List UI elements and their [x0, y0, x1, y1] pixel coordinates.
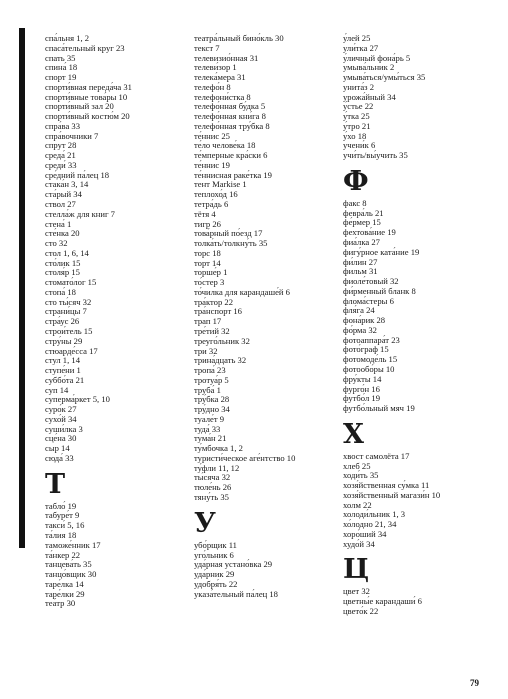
index-entry: учи́ть/вы́учить 35	[343, 150, 408, 161]
index-entry: урожа́йный 34	[343, 91, 396, 102]
index-entry: стелла́ж для книг 7	[45, 208, 115, 219]
index-entry: хозя́йственная су́мка 11	[343, 480, 430, 491]
index-entry: фурго́н 16	[343, 383, 380, 394]
index-entry: холоди́льник 1, 3	[343, 509, 406, 520]
index-entry: спорти́вная переда́ча 31	[45, 81, 132, 92]
index-entry: хо́лодно 21, 34	[343, 519, 397, 530]
index-entry: торс 18	[194, 247, 221, 258]
index-entry: тре́тий 32	[194, 325, 230, 336]
index-entry: стена́ 1	[45, 218, 72, 229]
index-entry: указа́тельный па́лец 18	[194, 588, 278, 599]
index-entry: фото́граф 15	[343, 344, 389, 355]
index-entry: страни́цы 7	[45, 306, 87, 317]
index-entry: стопа́ 18	[45, 286, 76, 297]
index-entry: спаса́тельный круг 23	[45, 42, 125, 53]
index-entry: унита́з 2	[343, 81, 375, 92]
index-entry: трап 17	[194, 316, 222, 327]
index-entry: столя́р 15	[45, 267, 80, 278]
index-entry: среди́ 33	[45, 159, 77, 170]
index-entry: тума́н 21	[194, 433, 227, 444]
index-entry: таре́лки 29	[45, 588, 85, 599]
index-entry: хлеб 25	[343, 460, 371, 471]
index-entry: текст 7	[194, 42, 220, 53]
index-entry: то́чилка для карандаше́й 6	[194, 286, 290, 297]
index-entry: фотоаппара́т 23	[343, 334, 400, 345]
index-entry: уда́рник 29	[194, 569, 235, 580]
letter-heading: Ф	[343, 165, 369, 197]
index-entry: фе́рмер 15	[343, 217, 381, 228]
index-entry: учени́к 6	[343, 140, 376, 151]
index-entry: то́стер 3	[194, 277, 225, 288]
index-entry: умыва́льник 2	[343, 62, 395, 73]
index-entry: тра́нспорт 16	[194, 306, 242, 317]
index-entry: таможе́нник 17	[45, 539, 101, 550]
index-entry: у́хо 18	[343, 130, 367, 141]
index-entry: туда́ 33	[194, 423, 221, 434]
index-entry: уда́рная устано́вка 29	[194, 559, 273, 570]
index-entry: фи́лин 27	[343, 256, 378, 267]
index-entry: тюле́нь 26	[194, 482, 232, 493]
index-entry: три 32	[194, 345, 218, 356]
index-entry: хоро́ший 34	[343, 528, 387, 539]
index-entry: строи́тель 15	[45, 325, 93, 336]
index-entry: у́лей 25	[343, 33, 371, 43]
index-entry: тётя 4	[194, 208, 216, 219]
index-entry: табуре́т 9	[45, 510, 80, 521]
index-entry: фильм 31	[343, 266, 378, 277]
index-entry: спать 35	[45, 52, 76, 63]
letter-heading: Ц	[343, 554, 370, 586]
index-entry: сце́на 30	[45, 433, 77, 444]
index-entry: ту́фли 11, 12	[194, 462, 240, 473]
index-entry: фиоле́товый 32	[343, 276, 399, 287]
index-entry: таре́лка 14	[45, 578, 84, 589]
index-entry: тропа́ 23	[194, 365, 226, 376]
index-entry: тяну́ть 35	[194, 491, 229, 502]
index-entry: телефо́н 8	[194, 81, 231, 92]
index-entry: суро́к 27	[45, 404, 77, 415]
index-entry: тру́бка 28	[194, 394, 230, 405]
index-entry: трина́дцать 32	[194, 355, 247, 366]
index-entry: театра́льный бино́кль 30	[194, 33, 284, 43]
index-entry: телефо́нная тру́бка 8	[194, 120, 270, 131]
index-entry: телеви́зор 1	[194, 62, 237, 73]
index-entry: това́рный по́езд 17	[194, 228, 263, 239]
index-entry: фру́кты 14	[343, 373, 382, 384]
index-entry: среда́ 21	[45, 150, 76, 161]
index-entry: у́личный фона́рь 5	[343, 52, 411, 63]
index-entry: телефо́нная бу́дка 5	[194, 101, 266, 112]
index-entry: фотообо́ры 10	[343, 363, 395, 374]
index-entry: те́ло челове́ка 18	[194, 140, 256, 151]
index-entry: уго́льник 6	[194, 549, 234, 560]
index-entry: те́мперные кра́ски 6	[194, 150, 268, 161]
index-column-2	[194, 34, 344, 599]
index-entry: у́тро 21	[343, 120, 371, 131]
index-entry: торт 14	[194, 257, 221, 268]
page-edge-bar	[19, 28, 25, 548]
index-entry: факс 8	[343, 197, 367, 208]
index-column-3	[343, 34, 493, 617]
index-entry: спра́вочники 7	[45, 130, 99, 141]
index-entry: сре́дний па́лец 18	[45, 169, 110, 180]
index-entry: тигр 26	[194, 218, 221, 229]
index-entry: туристи́ческое аге́нтство 10	[194, 452, 296, 463]
index-entry: суббо́та 21	[45, 374, 85, 385]
index-entry: спина́ 18	[45, 62, 78, 73]
index-entry: ходи́ть 35	[343, 470, 379, 481]
index-entry: труба́ 1	[194, 384, 221, 395]
index-entry: теплохо́д 16	[194, 189, 238, 200]
index-entry: телефо́нная кни́га 8	[194, 111, 266, 122]
index-entry: футбо́льный мяч 19	[343, 403, 415, 414]
index-column-1	[45, 34, 195, 609]
index-entry: фля́га 24	[343, 305, 375, 316]
index-entry: умыва́ться/умы́ться 35	[343, 72, 426, 83]
index-entry: сто 32	[45, 238, 68, 249]
index-entry: стака́н 3, 14	[45, 179, 89, 190]
index-entry: сыр 14	[45, 443, 70, 454]
letter-heading: Х	[343, 418, 364, 450]
index-entry: спорт 19	[45, 72, 77, 83]
index-entry: холм 22	[343, 499, 372, 510]
index-entry: цвето́к 22	[343, 605, 379, 616]
index-entry: телефони́стка 8	[194, 91, 251, 102]
index-entry: флома́стеры 6	[343, 295, 394, 306]
index-entry: сухо́й 34	[45, 413, 77, 424]
letter-heading: У	[194, 507, 216, 539]
index-entry: тру́дно 34	[194, 404, 230, 415]
index-entry: ступе́ни 1	[45, 365, 81, 376]
index-entry: февра́ль 21	[343, 207, 384, 218]
index-entry: спорти́вный зал 20	[45, 101, 114, 112]
index-entry: те́ннисная раке́тка 19	[194, 169, 272, 180]
index-entry: фотомоде́ль 15	[343, 354, 398, 365]
index-entry: сто ты́сяч 32	[45, 296, 92, 307]
index-entry: та́лия 18	[45, 529, 77, 540]
index-entry: те́ннис 19	[194, 159, 230, 170]
index-entry: футбо́л 19	[343, 393, 380, 404]
index-entry: стул 1, 14	[45, 355, 80, 366]
index-entry: спра́ва 33	[45, 120, 81, 131]
index-entry: спа́льня 1, 2	[45, 33, 90, 43]
index-entry: ствол 27	[45, 199, 76, 210]
index-entry: суши́лка 3	[45, 423, 83, 434]
index-entry: фехтова́ние 19	[343, 227, 396, 238]
index-entry: суп 14	[45, 384, 69, 395]
index-entry: танцо́вщик 30	[45, 569, 97, 580]
index-entry: фи́рменный бланк 8	[343, 285, 416, 296]
index-entry: цветны́е карандаши́ 6	[343, 596, 422, 607]
index-entry: спорти́вные това́ры 10	[45, 91, 128, 102]
index-entry: тент Markise 1	[194, 179, 247, 190]
index-entry: сто́лик 15	[45, 257, 81, 268]
index-entry: стру́ны 29	[45, 335, 83, 346]
index-entry: тра́ктор 22	[194, 296, 234, 307]
index-entry: теа́тр 30	[45, 598, 76, 609]
letter-heading: Т	[45, 468, 66, 500]
index-entry: толка́ть/толкну́ть 35	[194, 238, 268, 249]
index-entry: танцева́ть 35	[45, 559, 92, 570]
index-entry: стомато́лог 15	[45, 277, 97, 288]
index-entry: у́тка 25	[343, 111, 370, 122]
index-entry: спорти́вный костю́м 20	[45, 111, 130, 122]
index-entry: туале́т 9	[194, 413, 225, 424]
index-entry: треуго́льник 32	[194, 335, 250, 346]
index-entry: стол 1, 6, 14	[45, 247, 89, 258]
index-entry: спрут 28	[45, 140, 77, 151]
index-entry: фиа́лка 27	[343, 237, 380, 248]
index-entry: убо́рщик 11	[194, 539, 237, 550]
index-entry: та́нкер 22	[45, 549, 81, 560]
index-entry: тротуа́р 5	[194, 374, 229, 385]
index-entry: сте́нка 20	[45, 228, 80, 239]
index-entry: худо́й 34	[343, 538, 375, 549]
index-entry: сюда́ 33	[45, 452, 74, 463]
index-entry: ули́тка 27	[343, 42, 379, 53]
index-entry: торше́р 1	[194, 267, 228, 278]
index-entry: стюарде́сса 17	[45, 345, 98, 356]
index-entry: те́ннис 25	[194, 130, 230, 141]
index-entry: тетра́дь 6	[194, 199, 229, 210]
index-entry: у́стье 22	[343, 101, 374, 112]
index-entry: телека́мера 31	[194, 72, 246, 83]
index-entry: цвет 32	[343, 586, 370, 597]
index-entry: фо́рма 32	[343, 324, 377, 335]
index-entry: хвост самолёта 17	[343, 450, 410, 461]
page-number: 79	[470, 678, 479, 688]
index-entry: ту́мбочка 1, 2	[194, 443, 243, 454]
index-entry: стра́ус 26	[45, 316, 80, 327]
index-entry: фигу́рное ката́ние 19	[343, 246, 420, 257]
index-entry: хозя́йственный магази́н 10	[343, 489, 441, 500]
index-entry: такси́ 5, 16	[45, 520, 85, 531]
index-entry: суперма́ркет 5, 10	[45, 394, 110, 405]
index-entry: удобря́ть 22	[194, 578, 238, 589]
index-entry: фона́рик 28	[343, 315, 386, 326]
index-entry: табло́ 19	[45, 500, 77, 511]
index-entry: телевизио́нная 31	[194, 52, 259, 63]
index-entry: ста́рый 34	[45, 189, 82, 200]
index-entry: ты́сяча 32	[194, 472, 231, 483]
